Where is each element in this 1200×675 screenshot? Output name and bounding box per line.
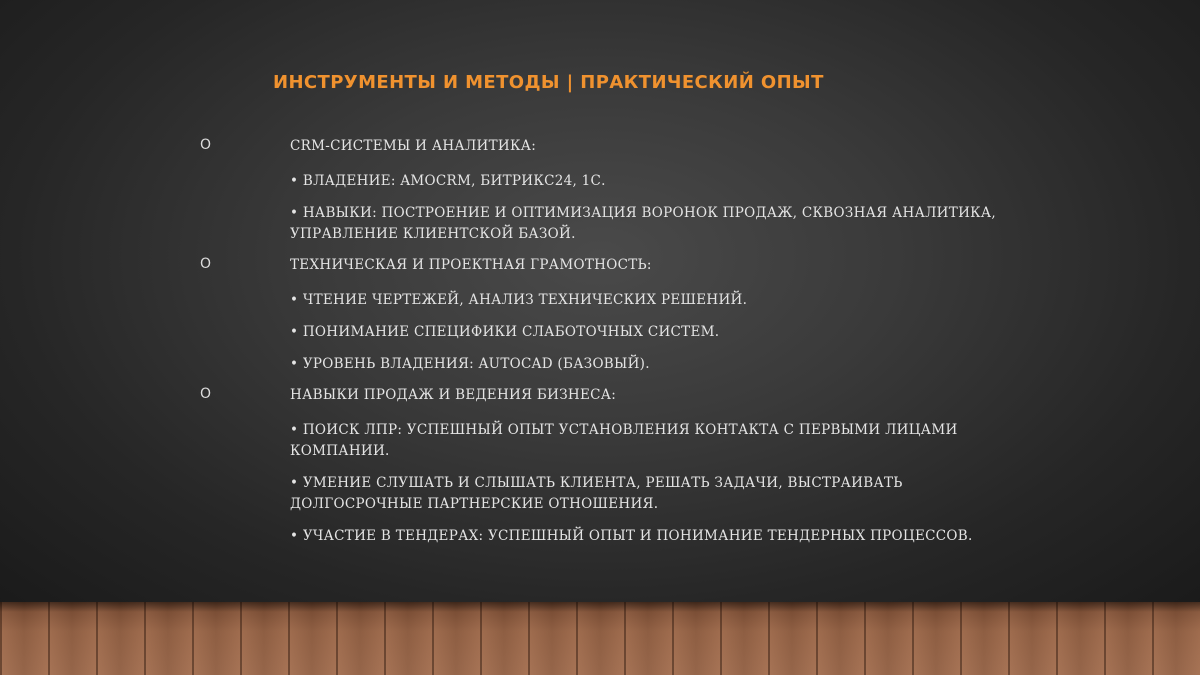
slide-title: ИНСТРУМЕНТЫ И МЕТОДЫ | ПРАКТИЧЕСКИЙ ОПЫТ (273, 72, 824, 93)
section-sales (0, 386, 1200, 547)
circle-bullet-icon: O (200, 256, 212, 272)
section-crm (0, 137, 1200, 245)
slide-content (0, 137, 1200, 558)
section-technical (0, 256, 1200, 375)
list-item: • УРОВЕНЬ ВЛАДЕНИЯ: AUTOCAD (БАЗОВЫЙ). (290, 356, 650, 372)
list-item: • УМЕНИЕ СЛУШАТЬ И СЛЫШАТЬ КЛИЕНТА, РЕШАТЬ ЗАДАЧИ, ВЫСТРАИВАТЬ ДОЛГОСРОЧНЫЕ ПАРТНЕРСКИЕ ОТНОШЕНИЯ. (290, 475, 903, 512)
list-item: • УЧАСТИЕ В ТЕНДЕРАХ: УСПЕШНЫЙ ОПЫТ И ПОНИМАНИЕ ТЕНДЕРНЫХ ПРОЦЕССОВ. (290, 528, 973, 544)
list-item: • ПОИСК ЛПР: УСПЕШНЫЙ ОПЫТ УСТАНОВЛЕНИЯ КОНТАКТА С ПЕРВЫМИ ЛИЦАМИ КОМПАНИИ. (290, 422, 958, 459)
list-item: • ЧТЕНИЕ ЧЕРТЕЖЕЙ, АНАЛИЗ ТЕХНИЧЕСКИХ РЕШЕНИЙ. (290, 292, 748, 308)
section-heading (0, 256, 1200, 276)
list-item: • ВЛАДЕНИЕ: AMOCRM, БИТРИКС24, 1С. (290, 173, 606, 189)
list-item: • НАВЫКИ: ПОСТРОЕНИЕ И ОПТИМИЗАЦИЯ ВОРОНОК ПРОДАЖ, СКВОЗНАЯ АНАЛИТИКА, УПРАВЛЕНИЕ КЛИЕНТСКОЙ БАЗОЙ. (290, 205, 996, 242)
section-heading (0, 137, 1200, 157)
section-heading (0, 386, 1200, 406)
circle-bullet-icon: O (200, 386, 212, 402)
section-heading-text: НАВЫКИ ПРОДАЖ И ВЕДЕНИЯ БИЗНЕСА: (290, 387, 617, 403)
circle-bullet-icon: O (200, 137, 212, 153)
section-heading-text: ТЕХНИЧЕСКАЯ И ПРОЕКТНАЯ ГРАМОТНОСТЬ: (290, 257, 652, 273)
list-item: • ПОНИМАНИЕ СПЕЦИФИКИ СЛАБОТОЧНЫХ СИСТЕМ. (290, 324, 720, 340)
section-heading-text: CRM-СИСТЕМЫ И АНАЛИТИКА: (290, 138, 537, 154)
wooden-floor (0, 602, 1200, 675)
